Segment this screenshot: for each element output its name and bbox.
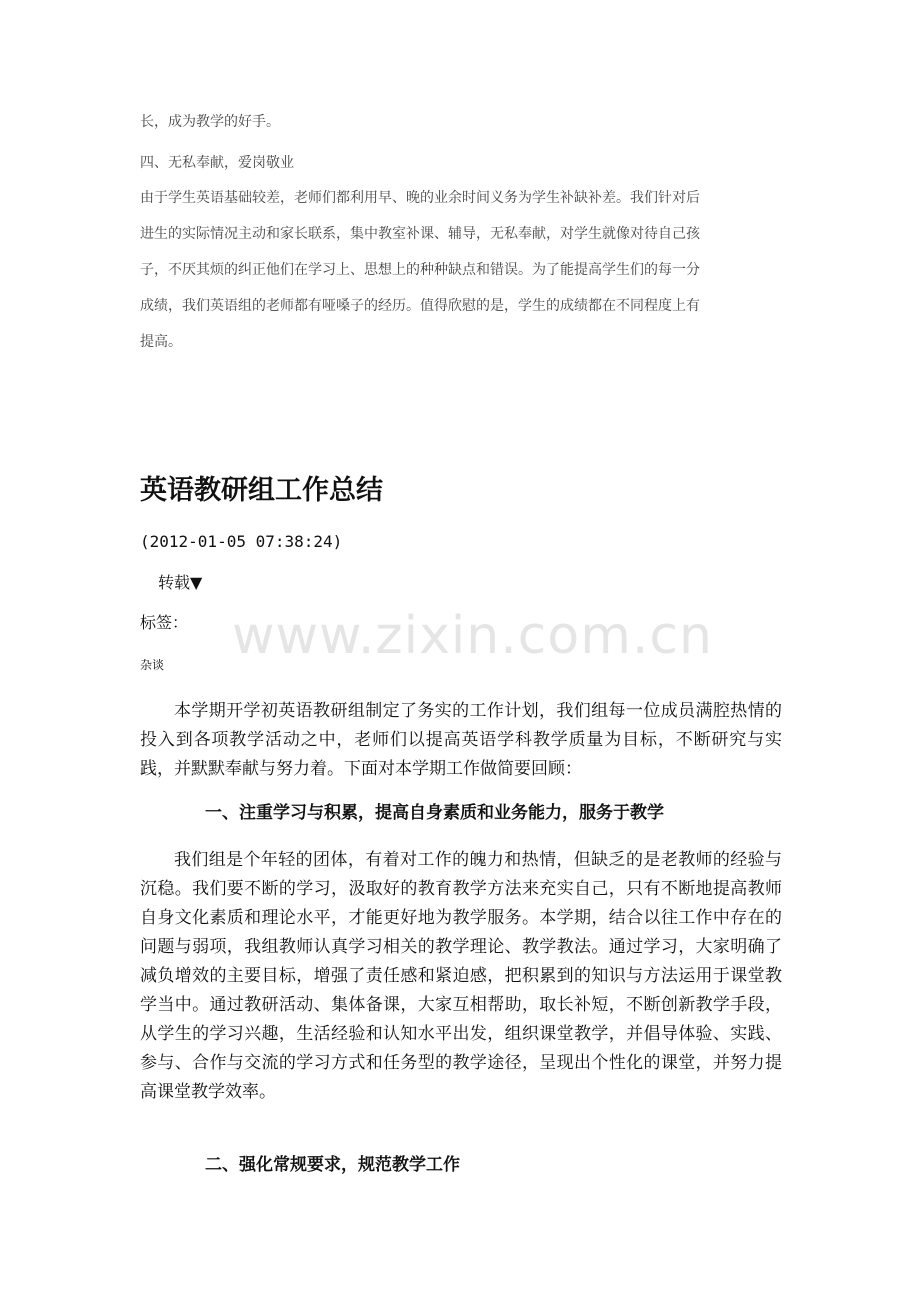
fragment-paragraph-line: 子，不厌其烦的纠正他们在学习上、思想上的种种缺点和错误。为了能提高学生们的每一分 — [140, 262, 700, 278]
fragment-paragraph-line: 成绩，我们英语组的老师都有哑嗓子的经历。值得欣慰的是，学生的成绩都在不同程度上有 — [140, 298, 700, 314]
tags-label: 标签： — [140, 613, 189, 632]
fragment-paragraph-line: 由于学生英语基础较差，老师们都利用早、晚的业余时间义务为学生补缺补差。我们针对后 — [140, 190, 700, 206]
fragment-line: 长，成为教学的好手。 — [140, 114, 280, 130]
article-datetime: (2012-01-05 07:38:24) — [140, 532, 343, 551]
tag-link[interactable]: 杂谈 — [140, 658, 165, 672]
intro-paragraph: 本学期开学初英语教研组制定了务实的工作计划，我们组每一位成员满腔热情的投入到各项教学活动之中，老师们以提高英语学科教学质量为目标，不断研究与实践，并默默奉献与努力着。下面对本学期工作做简要回顾： — [140, 701, 782, 779]
section1-body: 我们组是个年轻的团体，有着对工作的魄力和热情，但缺乏的是老教师的经验与沉稳。我们要不断的学习，汲取好的教育教学方法来充实自己，只有不断地提高教师自身文化素质和理论水平，才能更好地为教学服务。本学期，结合以往工作中存在的问题与弱项，我组教师认真学习相关的教学理论、教学教法。通过学习，大家明确了减负增效的主要目标，增强了责任感和紧迫感，把积累到的知识与方法运用于课堂教学当中。通过教研活动、集体备课，大家互相帮助，取长补短，不断创新教学手段，从学生的学习兴趣，生活经验和认知水平出发，组织课堂教学，并倡导体验、实践、参与、合作与交流的学习方式和任务型的教学途径，呈现出个性化的课堂，并努力提高课堂教学效率。 — [140, 850, 782, 1102]
fragment-paragraph-line: 进生的实际情况主动和家长联系，集中教室补课、辅导，无私奉献，对学生就像对待自己孩 — [140, 226, 700, 242]
section2-heading: 二、强化常规要求，规范教学工作 — [205, 1155, 460, 1175]
watermark: www.zixin.com.cn — [232, 606, 713, 666]
section1-heading: 一、注重学习与积累，提高自身素质和业务能力，服务于教学 — [205, 803, 664, 823]
repost-toggle[interactable]: 转载▼ — [158, 573, 203, 592]
fragment-paragraph — [140, 180, 790, 360]
fragment-heading: 四、无私奉献，爱岗敬业 — [140, 155, 294, 171]
fragment-paragraph-line: 提高。 — [140, 334, 182, 350]
article-title: 英语教研组工作总结 — [140, 475, 383, 506]
